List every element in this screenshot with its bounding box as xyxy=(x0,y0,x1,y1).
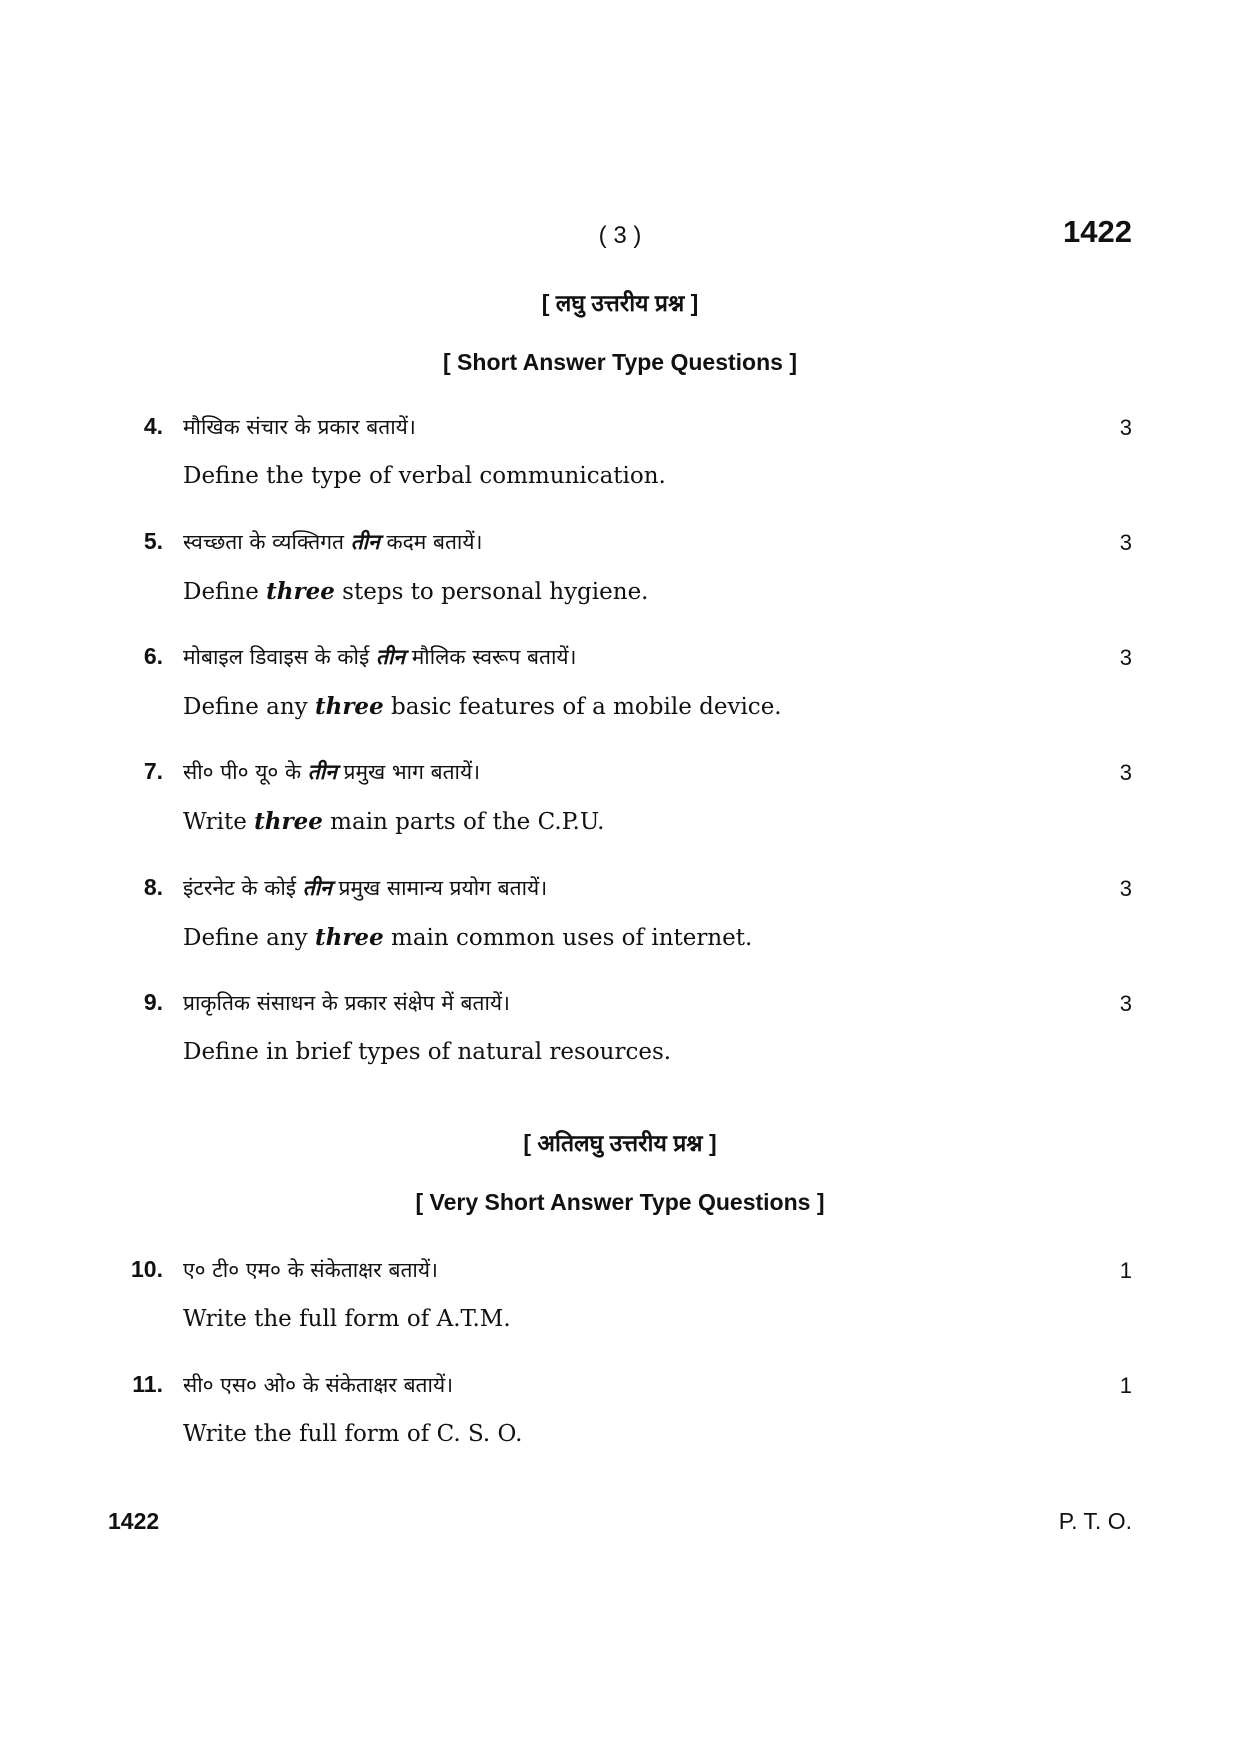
question-hindi-part: ए० टी० एम० के संकेताक्षर बतायें। xyxy=(183,1258,438,1282)
question-text-hindi xyxy=(183,1371,453,1399)
question-hindi-emphasis: तीन xyxy=(302,876,332,900)
question-text-english xyxy=(183,578,649,605)
question-english-part: Define xyxy=(183,579,267,605)
please-turn-over: P. T. O. xyxy=(1058,1508,1132,1534)
question-hindi-part: कदम बतायें। xyxy=(379,530,483,554)
question-english-emphasis: three xyxy=(266,578,335,605)
question-number: 11. xyxy=(132,1371,163,1397)
question-text-hindi xyxy=(183,758,480,786)
question-english-part: Write xyxy=(183,809,255,835)
paper-code-footer: 1422 xyxy=(108,1508,160,1534)
section-heading-hindi: [ अतिलघु उत्तरीय प्रश्न ] xyxy=(523,1130,717,1156)
paper-code-header: 1422 xyxy=(1063,214,1132,249)
question-english-part: Write the full form of C. S. O. xyxy=(183,1421,523,1447)
question-hindi-part: मोबाइल डिवाइस के कोई xyxy=(183,645,376,669)
question-english-part: Define any xyxy=(183,694,315,720)
question-english-emphasis: three xyxy=(314,924,384,951)
question-marks: 3 xyxy=(1119,415,1132,440)
question-text-hindi xyxy=(183,874,547,902)
question-text-hindi xyxy=(183,413,416,441)
question-hindi-part: प्राकृतिक संसाधन के प्रकार संक्षेप में बतायें। xyxy=(183,991,511,1015)
question-english-part: steps to personal hygiene. xyxy=(334,579,649,605)
question-english-emphasis: three xyxy=(314,693,384,720)
question-number: 6. xyxy=(143,643,163,669)
question-number: 8. xyxy=(143,874,163,900)
question-marks: 1 xyxy=(1119,1373,1132,1398)
question-text-english xyxy=(183,1306,511,1332)
section-heading-english: [ Very Short Answer Type Questions ] xyxy=(415,1189,825,1215)
question-hindi-emphasis: तीन xyxy=(350,530,380,554)
question-number: 10. xyxy=(131,1256,163,1282)
question-english-part: Define the type of verbal communication. xyxy=(183,463,666,489)
question-english-emphasis: three xyxy=(254,808,323,835)
question-hindi-emphasis: तीन xyxy=(307,760,337,784)
question-english-part: basic features of a mobile device. xyxy=(383,694,782,720)
question-text-english xyxy=(183,1421,522,1447)
question-hindi-part: प्रमुख भाग बतायें। xyxy=(336,760,481,784)
question-number: 9. xyxy=(143,989,163,1015)
question-text-english xyxy=(183,693,782,720)
section-heading-english: [ Short Answer Type Questions ] xyxy=(443,349,797,375)
question-text-english xyxy=(183,1039,671,1065)
question-hindi-part: सी० पी० यू० के xyxy=(183,760,308,784)
question-english-part: main common uses of internet. xyxy=(383,925,753,951)
question-text-hindi xyxy=(183,1256,438,1284)
question-hindi-part: स्वच्छता के व्यक्तिगत xyxy=(183,530,351,554)
question-text-english xyxy=(183,924,752,951)
question-hindi-part: प्रमुख सामान्य प्रयोग बतायें। xyxy=(331,876,548,900)
page-number: ( 3 ) xyxy=(598,222,642,249)
question-marks: 3 xyxy=(1119,530,1132,555)
question-text-hindi xyxy=(183,989,510,1017)
question-hindi-part: मौखिक संचार के प्रकार बतायें। xyxy=(183,415,416,439)
question-marks: 1 xyxy=(1119,1258,1132,1283)
question-hindi-part: सी० एस० ओ० के संकेताक्षर बतायें। xyxy=(183,1373,454,1397)
question-marks: 3 xyxy=(1119,876,1132,901)
question-number: 7. xyxy=(143,758,163,784)
question-english-part: main parts of the C.P.U. xyxy=(322,809,605,835)
question-number: 4. xyxy=(143,413,163,439)
question-text-english xyxy=(183,808,604,835)
question-english-part: Write the full form of A.T.M. xyxy=(183,1306,511,1332)
question-english-part: Define in brief types of natural resources. xyxy=(183,1039,672,1065)
question-marks: 3 xyxy=(1119,991,1132,1016)
question-number: 5. xyxy=(143,528,163,554)
question-marks: 3 xyxy=(1119,760,1132,785)
question-marks: 3 xyxy=(1119,645,1132,670)
question-text-hindi xyxy=(183,528,483,556)
question-english-part: Define any xyxy=(183,925,315,951)
question-hindi-emphasis: तीन xyxy=(375,645,406,669)
question-text-english xyxy=(183,463,666,489)
section-heading-hindi: [ लघु उत्तरीय प्रश्न ] xyxy=(541,290,699,316)
question-text-hindi xyxy=(183,643,577,671)
question-hindi-part: मौलिक स्वरूप बतायें। xyxy=(405,645,577,669)
question-hindi-part: इंटरनेट के कोई xyxy=(183,876,303,900)
